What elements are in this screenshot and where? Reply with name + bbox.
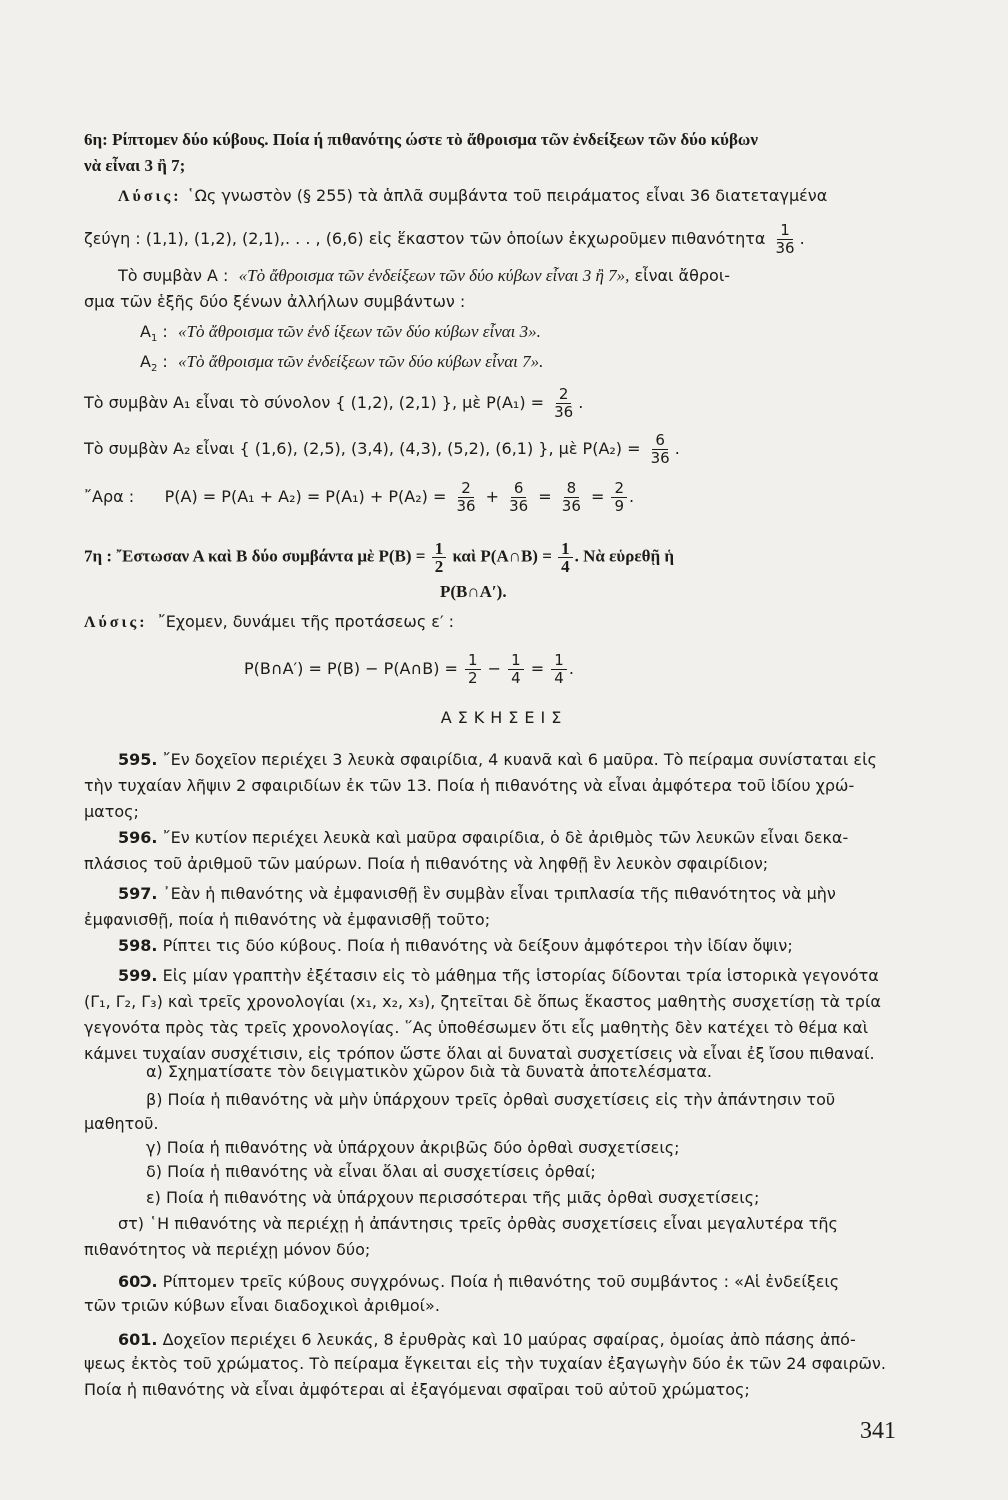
exercise-600-line1: 60Ͻ. Ρίπτομεν τρεῖς κύβους συγχρόνως. Ποία ἡ πιθανότης τοῦ συμβάντος : «Αἱ ἐνδείξεις	[118, 1272, 840, 1291]
problem6-solution-line1: Λύσις: ῾Ως γνωστὸν (§ 255) τὰ ἁπλᾶ συμβάντα τοῦ πειράματος εἶναι 36 διατεταγμένα	[118, 186, 828, 205]
solution-label: Λύσις:	[118, 188, 182, 205]
problem7-title-line2: P(B∩A′).	[440, 582, 507, 601]
problem6-result: ῎Αρα : P(A) = P(A₁ + A₂) = P(A₁) + P(A₂) = $\frac{2}{36}$ + $\frac{6}{36}$ = $\frac{8}{36}$ = $\frac{2}{9}$ .	[84, 479, 635, 515]
exercise-601-line2: ψεως ἐκτὸς τοῦ χρώματος. Τὸ πείραμα ἔγκειται εἰς τὴν τυχαίαν ἐξαγωγὴν δύο ἐκ τῶν 24 σφαιρῶν.	[84, 1354, 886, 1373]
fraction-2-36: $\frac{2}{36}$	[554, 385, 574, 421]
exercise-599-part-b-line1: β) Ποία ἡ πιθανότης νὰ μὴν ὑπάρχουν τρεῖς ὀρθαὶ συσχετίσεις εἰς τὴν ἀπάντησιν τοῦ	[146, 1090, 836, 1109]
problem6-event-a-line: Τὸ συμβὰν Α : «Τὸ ἄθροισμα τῶν ἐνδείξεων τῶν δύο κύβων εἶναι 3 ἢ 7», εἶναι ἄθροι-	[118, 266, 731, 285]
exercise-597-line1: 597. ᾿Εὰν ἡ πιθανότης νὰ ἐμφανισθῇ ἓν συμβὰν εἶναι τριπλασία τῆς πιθανότητος νὰ μὴν	[118, 884, 836, 903]
exercise-599-line1: 599. Εἰς μίαν γραπτὴν ἐξέτασιν εἰς τὸ μάθημα τῆς ἱστορίας δίδονται τρία ἱστορικὰ γεγονότα	[118, 966, 879, 985]
exercise-599-part-b-line2: μαθητοῦ.	[84, 1114, 159, 1133]
exercise-599-part-c: γ) Ποία ἡ πιθανότης νὰ ὑπάρχουν ἀκριβῶς δύο ὀρθαὶ συσχετίσεις;	[146, 1138, 680, 1157]
problem7-title-line1: 7η : ῎Εστωσαν Α καὶ Β δύο συμβάντα μὲ P(B) = $\frac{1}{2}$ καὶ P(A∩B) = $\frac{1}{4}$ . Νὰ εὑρεθῇ ἡ	[84, 539, 675, 576]
exercise-599-part-a: α) Σχηματίσατε τὸν δειγματικὸν χῶρον διὰ τὰ δυνατὰ ἀποτελέσματα.	[146, 1062, 712, 1081]
exercise-599-part-d: δ) Ποία ἡ πιθανότης νὰ εἶναι ὅλαι αἱ συσχετίσεις ὀρθαί;	[146, 1162, 596, 1181]
event-a2-probability: Τὸ συμβὰν Α₂ εἶναι { (1,6), (2,5), (3,4), (4,3), (5,2), (6,1) }, μὲ P(A₂) = $\frac{6}{36}$ .	[84, 431, 680, 467]
fraction-1-36: $\frac{1}{36}$	[775, 221, 795, 257]
problem7-solution-line1: Λύσις: ῎Εχομεν, δυνάμει τῆς προτάσεως ε′ :	[84, 612, 455, 631]
problem6-solution-line4: σμα τῶν ἑξῆς δύο ξένων ἀλλήλων συμβάντων :	[84, 292, 466, 311]
event-a1-probability: Τὸ συμβὰν Α₁ εἶναι τὸ σύνολον { (1,2), (2,1) }, μὲ P(A₁) = $\frac{2}{36}$ .	[84, 385, 584, 421]
exercise-599-part-f-line2: πιθανότητος νὰ περιέχῃ μόνον δύο;	[84, 1240, 371, 1259]
exercise-595-line3: ματος;	[84, 802, 139, 821]
exercise-601-line3: Ποία ἡ πιθανότης νὰ εἶναι ἀμφότεραι αἱ ἐξαγόμεναι σφαῖραι τοῦ αὐτοῦ χρώματος;	[84, 1380, 750, 1399]
page-number: 341	[860, 1418, 896, 1444]
problem6-title-line2: νὰ εἶναι 3 ἢ 7;	[84, 156, 186, 175]
exercise-599-line4: κάμνει τυχαίαν συσχέτισιν, εἰς τρόπον ὥστε ὅλαι αἱ δυναταὶ συσχετίσεις νὰ εἶναι ἐξ ἴσου πιθαναί.	[84, 1044, 875, 1063]
exercise-595-line1: 595. ῎Εν δοχεῖον περιέχει 3 λευκὰ σφαιρίδια, 4 κυανᾶ καὶ 6 μαῦρα. Τὸ πείραμα συνίσταται εἰς	[118, 750, 877, 769]
exercise-599-line2: (Γ₁, Γ₂, Γ₃) καὶ τρεῖς χρονολογίαι (x₁, x₂, x₃), ζητεῖται δὲ ὅπως ἕκαστος μαθητὴς συσχετίσῃ τὰ τρία	[84, 992, 881, 1011]
problem6-title-line1: 6η: Ρίπτομεν δύο κύβους. Ποία ή πιθανότης ώστε τὸ ἄθροισμα τῶν ἐνδείξεων τῶν δύο κύβων	[84, 130, 758, 149]
exercise-599-part-f-line1: στ) ῾Η πιθανότης νὰ περιέχῃ ἡ ἀπάντησις τρεῖς ὀρθὰς συσχετίσεις εἶναι μεγαλυτέρα τῆς	[118, 1214, 838, 1233]
exercise-599-line3: γεγονότα πρὸς τὰς τρεῖς χρονολογίας. ῞Ας ὑποθέσωμεν ὅτι εἷς μαθητὴς δὲν κατέχει τὸ θέμα καὶ	[84, 1018, 869, 1037]
exercise-601-line1: 601. Δοχεῖον περιέχει 6 λευκάς, 8 ἐρυθρὰς καὶ 10 μαύρας σφαίρας, ὁμοίας ἀπὸ πάσης ἀπό-	[118, 1330, 856, 1349]
exercises-heading: ΑΣΚΗΣΕΙΣ	[440, 708, 568, 727]
exercise-597-line2: ἐμφανισθῇ, ποία ἡ πιθανότης νὰ ἐμφανισθῇ τοῦτο;	[84, 910, 491, 929]
exercise-600-line2: τῶν τριῶν κύβων εἶναι διαδοχικοὶ ἀριθμοί».	[84, 1296, 440, 1315]
event-a1-definition: $A_1$ : «Τὸ ἄθροισμα τῶν ἐνδ ίξεων τῶν δύο κύβων εἶναι 3».	[140, 322, 541, 345]
exercise-598-line1: 598. Ρίπτει τις δύο κύβους. Ποία ἡ πιθανότης νὰ δείξουν ἀμφότεροι τὴν ἰδίαν ὄψιν;	[118, 936, 793, 955]
exercise-596-line2: πλάσιος τοῦ ἀριθμοῦ τῶν μαύρων. Ποία ἡ πιθανότης νὰ ληφθῇ ἓν λευκὸν σφαιρίδιον;	[84, 854, 769, 873]
exercise-599-part-e: ε) Ποία ἡ πιθανότης νὰ ὑπάρχουν περισσότεραι τῆς μιᾶς ὀρθαὶ συσχετίσεις;	[146, 1188, 760, 1207]
event-a2-definition: $A_2$ : «Τὸ ἄθροισμα τῶν ἐνδείξεων τῶν δύο κύβων εἶναι 7».	[140, 352, 544, 375]
problem6-solution-line2: ζεύγη : (1,1), (1,2), (2,1),. . . , (6,6) εἰς ἕκαστον τῶν ὁποίων ἐκχωροῦμεν πιθανότητα $\frac{1}{36}$ .	[84, 221, 805, 257]
fraction-6-36: $\frac{6}{36}$	[650, 431, 670, 467]
exercise-596-line1: 596. ῎Εν κυτίον περιέχει λευκὰ καὶ μαῦρα σφαιρίδια, ὁ δὲ ἀριθμὸς τῶν λευκῶν εἶναι δεκα-	[118, 828, 849, 847]
problem7-solution-line2: P(B∩A′) = P(B) − P(A∩B) = $\frac{1}{2}$ − $\frac{1}{4}$ = $\frac{1}{4}$ .	[244, 651, 574, 687]
exercise-595-line2: τὴν τυχαίαν λῆψιν 2 σφαιριδίων ἐκ τῶν 13. Ποία ἡ πιθανότης νὰ εἶναι ἀμφότερα τοῦ ἰδίου χρώ-	[84, 776, 855, 795]
